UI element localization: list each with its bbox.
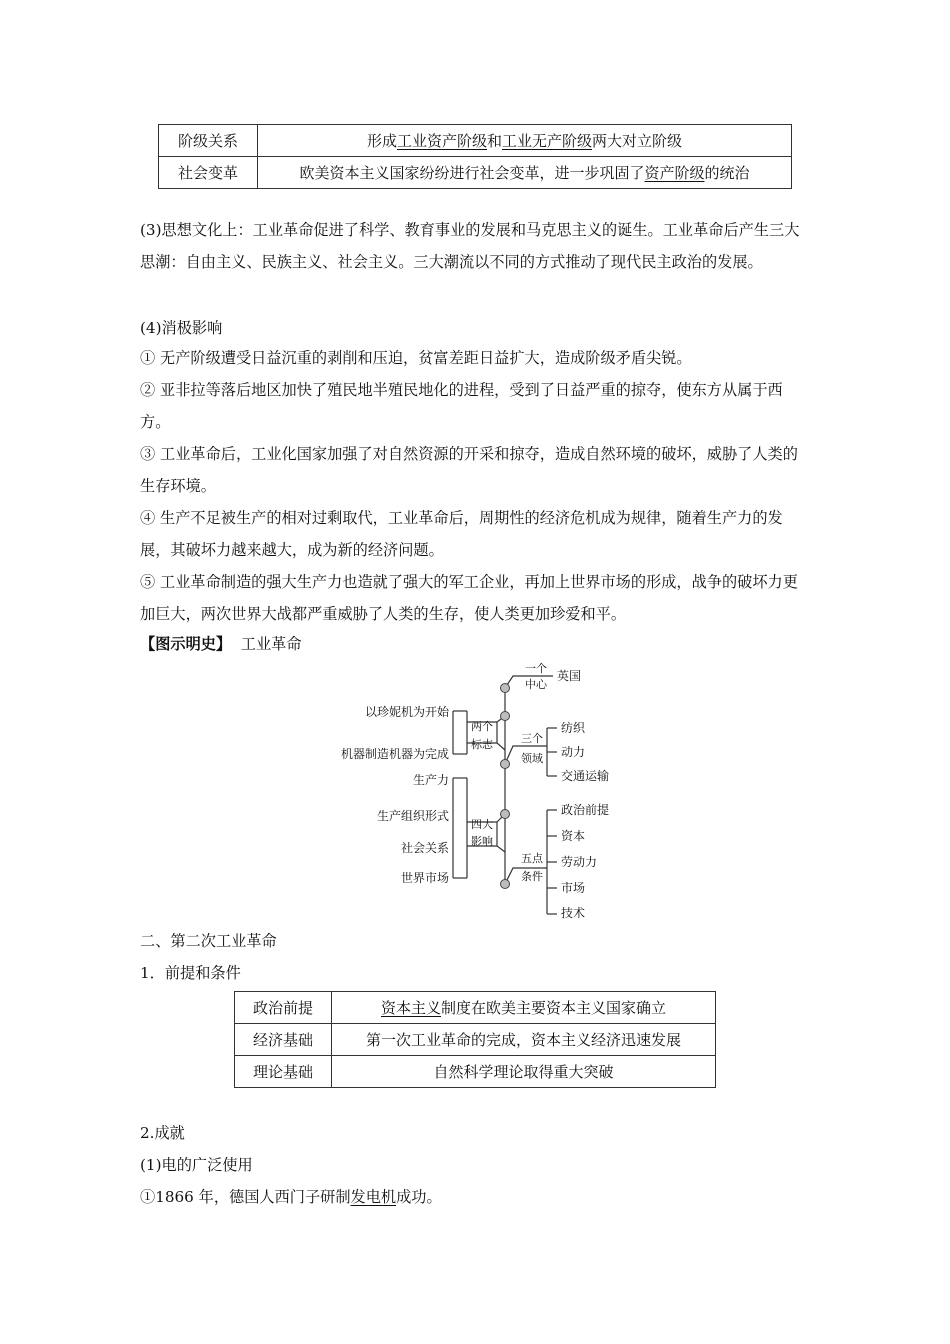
mindmap-labels <box>341 662 609 920</box>
row-value <box>258 157 792 189</box>
negative-item-1: ① 无产阶级遭受日益沉重的剥削和压迫，贫富差距日益扩大，造成阶级矛盾尖锐。 <box>140 349 692 367</box>
text: 成功。 <box>396 1188 442 1206</box>
row-key: 经济基础 <box>235 1024 332 1056</box>
node <box>501 760 510 769</box>
negative-item-4: ④ 生产不足被生产的相对过剩取代，工业革命后，周期性的经济危机成为规律，随着生产力的发展，其破坏力越来越大，成为新的经济问题。 <box>140 509 783 559</box>
node <box>501 880 510 889</box>
node <box>501 810 510 819</box>
conditions-item: 技术 <box>561 906 586 920</box>
class-society-table <box>158 124 792 189</box>
center-value: 英国 <box>557 669 582 683</box>
subsection-title: 1．前提和条件 <box>140 964 241 982</box>
table-row <box>235 992 716 1024</box>
impact-label-top: 四大 <box>471 818 493 831</box>
row-key: 理论基础 <box>235 1056 332 1088</box>
center-label-bottom: 中心 <box>525 678 547 691</box>
table-row <box>159 157 792 189</box>
fields-item: 交通运输 <box>561 769 610 783</box>
row-value: 第一次工业革命的完成，资本主义经济迅速发展 <box>332 1024 716 1056</box>
text: 欧美资本主义国家纷纷进行社会变革，进一步巩固了 <box>299 164 645 182</box>
underlined-term: 资产阶级 <box>644 164 705 182</box>
marks-item: 机器制造机器为完成 <box>340 747 449 761</box>
text: 制度在欧美主要资本主义国家确立 <box>441 999 667 1017</box>
center-label-top: 一个 <box>525 662 547 675</box>
table-row <box>235 1024 716 1056</box>
text: ①1866 年，德国人西门子研制 <box>140 1188 351 1206</box>
row-key: 阶级关系 <box>159 125 258 157</box>
heading-negative-effects: (4)消极影响 <box>140 319 223 337</box>
node <box>501 712 510 721</box>
diagram-title: 工业革命 <box>240 635 302 653</box>
underlined-term: 工业资产阶级 <box>396 132 487 150</box>
marks-label-top: 两个 <box>471 720 493 733</box>
preconditions-table <box>234 991 716 1088</box>
impact-item: 社会关系 <box>400 841 449 855</box>
conditions-item: 劳动力 <box>561 855 598 869</box>
achievement-line <box>140 1187 442 1207</box>
negative-item-2: ② 亚非拉等落后地区加快了殖民地半殖民地化的进程，受到了日益严重的掠夺，使东方从属于西方。 <box>140 381 783 431</box>
item-title: (1)电的广泛使用 <box>140 1156 253 1174</box>
section-title: 二、第二次工业革命 <box>140 932 277 950</box>
conditions-item: 市场 <box>561 881 586 895</box>
table-row <box>159 125 792 157</box>
marks-item: 以珍妮机为开始 <box>364 705 449 719</box>
node <box>501 684 510 693</box>
fields-item: 动力 <box>561 745 586 759</box>
impact-item: 生产组织形式 <box>376 809 449 823</box>
fields-label-top: 三个 <box>521 732 543 745</box>
marks-label-bottom: 标志 <box>471 738 493 751</box>
text: 的统治 <box>704 164 750 182</box>
text: 和 <box>486 132 502 150</box>
subsection-title: 2.成就 <box>140 1124 185 1142</box>
underlined-term: 资本主义 <box>380 999 441 1017</box>
impact-item: 生产力 <box>412 773 449 787</box>
row-key: 社会变革 <box>159 157 258 189</box>
marks-branch-link <box>497 716 505 750</box>
conditions-label-top: 五点 <box>521 852 543 865</box>
underlined-term: 工业无产阶级 <box>502 132 593 150</box>
impact-item: 世界市场 <box>400 871 449 885</box>
negative-item-5: ⑤ 工业革命制造的强大生产力也造就了强大的军工企业，再加上世界市场的形成，战争的破坏力更加巨大，两次世界大战都严重威胁了人类的生存，使人类更加珍爱和平。 <box>140 573 798 623</box>
diagram-heading <box>140 634 302 654</box>
row-value <box>332 992 716 1024</box>
section-bracket-label: 【图示明史】 <box>140 635 232 653</box>
underlined-term: 发电机 <box>350 1188 397 1206</box>
conditions-label-bottom: 条件 <box>521 870 543 883</box>
row-value <box>258 125 792 157</box>
industrial-revolution-mindmap <box>325 658 625 920</box>
table-row <box>235 1056 716 1088</box>
impact-branch-link <box>497 814 505 852</box>
conditions-item: 政治前提 <box>561 803 610 817</box>
paragraph-thought-culture: (3)思想文化上：工业革命促进了科学、教育事业的发展和马克思主义的诞生。工业革命后产生三大思潮：自由主义、民族主义、社会主义。三大潮流以不同的方式推动了现代民主政治的发展。 <box>140 221 800 271</box>
row-value: 自然科学理论取得重大突破 <box>332 1056 716 1088</box>
row-key: 政治前提 <box>235 992 332 1024</box>
negative-item-3: ③ 工业革命后，工业化国家加强了对自然资源的开采和掠夺，造成自然环境的破坏，威胁了人类的生存环境。 <box>140 445 798 495</box>
fields-label-bottom: 领域 <box>521 752 543 765</box>
impact-label-bottom: 影响 <box>471 835 493 848</box>
fields-item: 纺织 <box>561 721 586 735</box>
conditions-item: 资本 <box>561 829 586 843</box>
text: 形成 <box>366 132 397 150</box>
text: 两大对立阶级 <box>592 132 683 150</box>
